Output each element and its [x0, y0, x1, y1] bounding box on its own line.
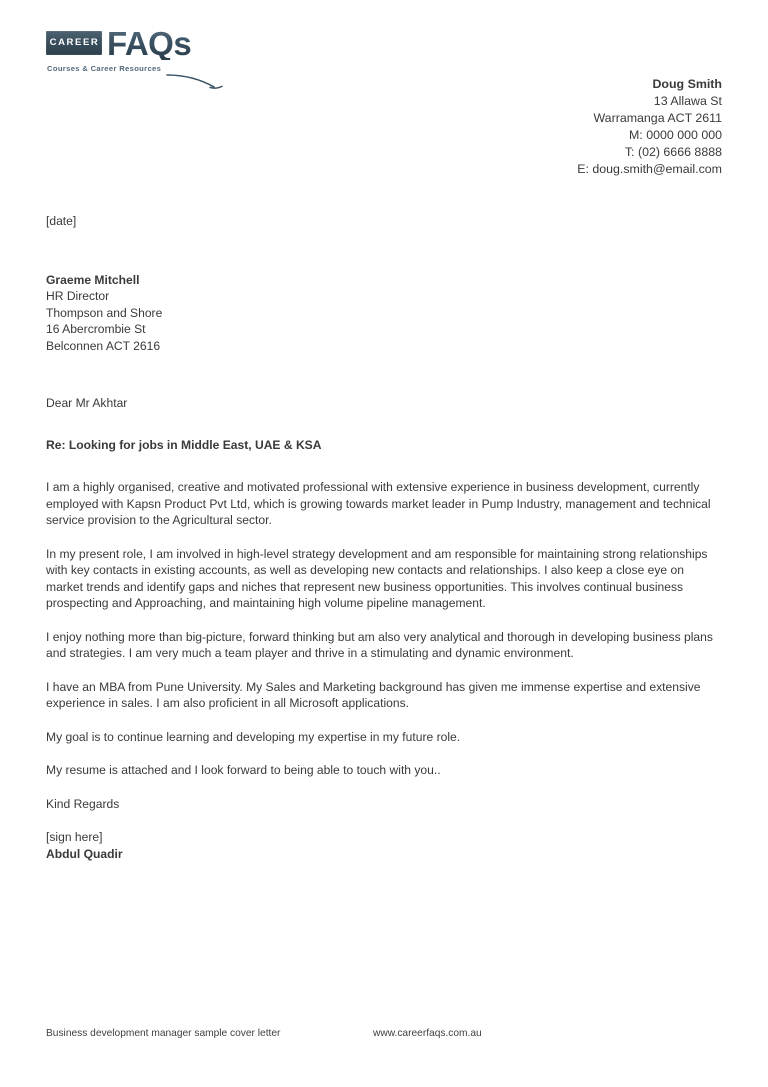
logo-career-text: CAREER: [49, 37, 100, 49]
sender-address-block: [577, 76, 722, 178]
page-footer: [46, 1028, 722, 1042]
subject-line: Re: Looking for jobs in Middle East, UAE & KSA: [46, 437, 322, 452]
careerfaqs-logo: [46, 24, 236, 80]
salutation: Dear Mr Akhtar: [46, 396, 128, 410]
footer-document-title: Business development manager sample cover letter: [46, 1028, 281, 1039]
sender-name: Doug Smith: [652, 77, 722, 91]
body-paragraph: My resume is attached and I look forward to being able to touch with you..: [46, 763, 441, 777]
sender-phone: T: (02) 6666 8888: [624, 145, 722, 159]
sender-email: E: doug.smith@email.com: [577, 162, 722, 176]
recipient-title: HR Director: [46, 289, 110, 303]
sign-here-placeholder: [sign here]: [46, 830, 103, 844]
body-paragraph: In my present role, I am involved in high-level strategy development and am responsible for maintaining strong relationships with key contacts in existing accounts, as well as developing new contacts and relationships. I also keep a close eye on market trends and identify gaps and niches that represent new business opportunities. This involves continual business prospecting and Approaching, and maintaining high volume pipeline management.: [46, 546, 708, 610]
body-paragraph: I enjoy nothing more than big-picture, forward thinking but am also very analytical and thorough in developing business plans and strategies. I am very much a team player and thrive in a stimulating and dynamic environment.: [46, 629, 713, 660]
recipient-address-block: [46, 272, 722, 355]
body-paragraph: My goal is to continue learning and developing my expertise in my future role.: [46, 729, 461, 744]
logo-career-badge: [46, 31, 102, 55]
body-paragraph: I am a highly organised, creative and motivated professional with extensive experience in business development, currently employed with Kapsn Product Pvt Ltd, which is growing towards market leader in Pump Industry, management and technical service provision to the Agricultural sector.: [46, 480, 711, 527]
recipient-suburb: Belconnen ACT 2616: [46, 338, 161, 353]
date-placeholder: [date]: [46, 214, 77, 228]
recipient-name: Graeme Mitchell: [46, 272, 140, 287]
signer-name: Abdul Quadir: [46, 846, 123, 861]
logo-swoosh-icon: [166, 74, 228, 90]
sender-mobile: M: 0000 000 000: [628, 128, 722, 142]
logo-tagline: Courses & Career Resources: [47, 64, 162, 73]
sender-suburb: Warramanga ACT 2611: [593, 111, 722, 125]
signature-block: [46, 829, 722, 862]
sender-street: 13 Allawa St: [653, 94, 722, 108]
recipient-street: 16 Abercrombie St: [46, 322, 146, 336]
body-paragraph: I have an MBA from Pune University. My Sales and Marketing background has given me immense expertise and extensive experience in sales. I am also proficient in all Microsoft applications.: [46, 679, 701, 710]
recipient-company: Thompson and Shore: [46, 305, 163, 320]
footer-website: www.careerfaqs.com.au: [373, 1028, 482, 1039]
letter-body: [46, 213, 722, 862]
logo-faqs-text: FAQs: [107, 24, 192, 62]
logo-wordmark-row: [46, 24, 236, 62]
closing-line: Kind Regards: [46, 796, 120, 811]
